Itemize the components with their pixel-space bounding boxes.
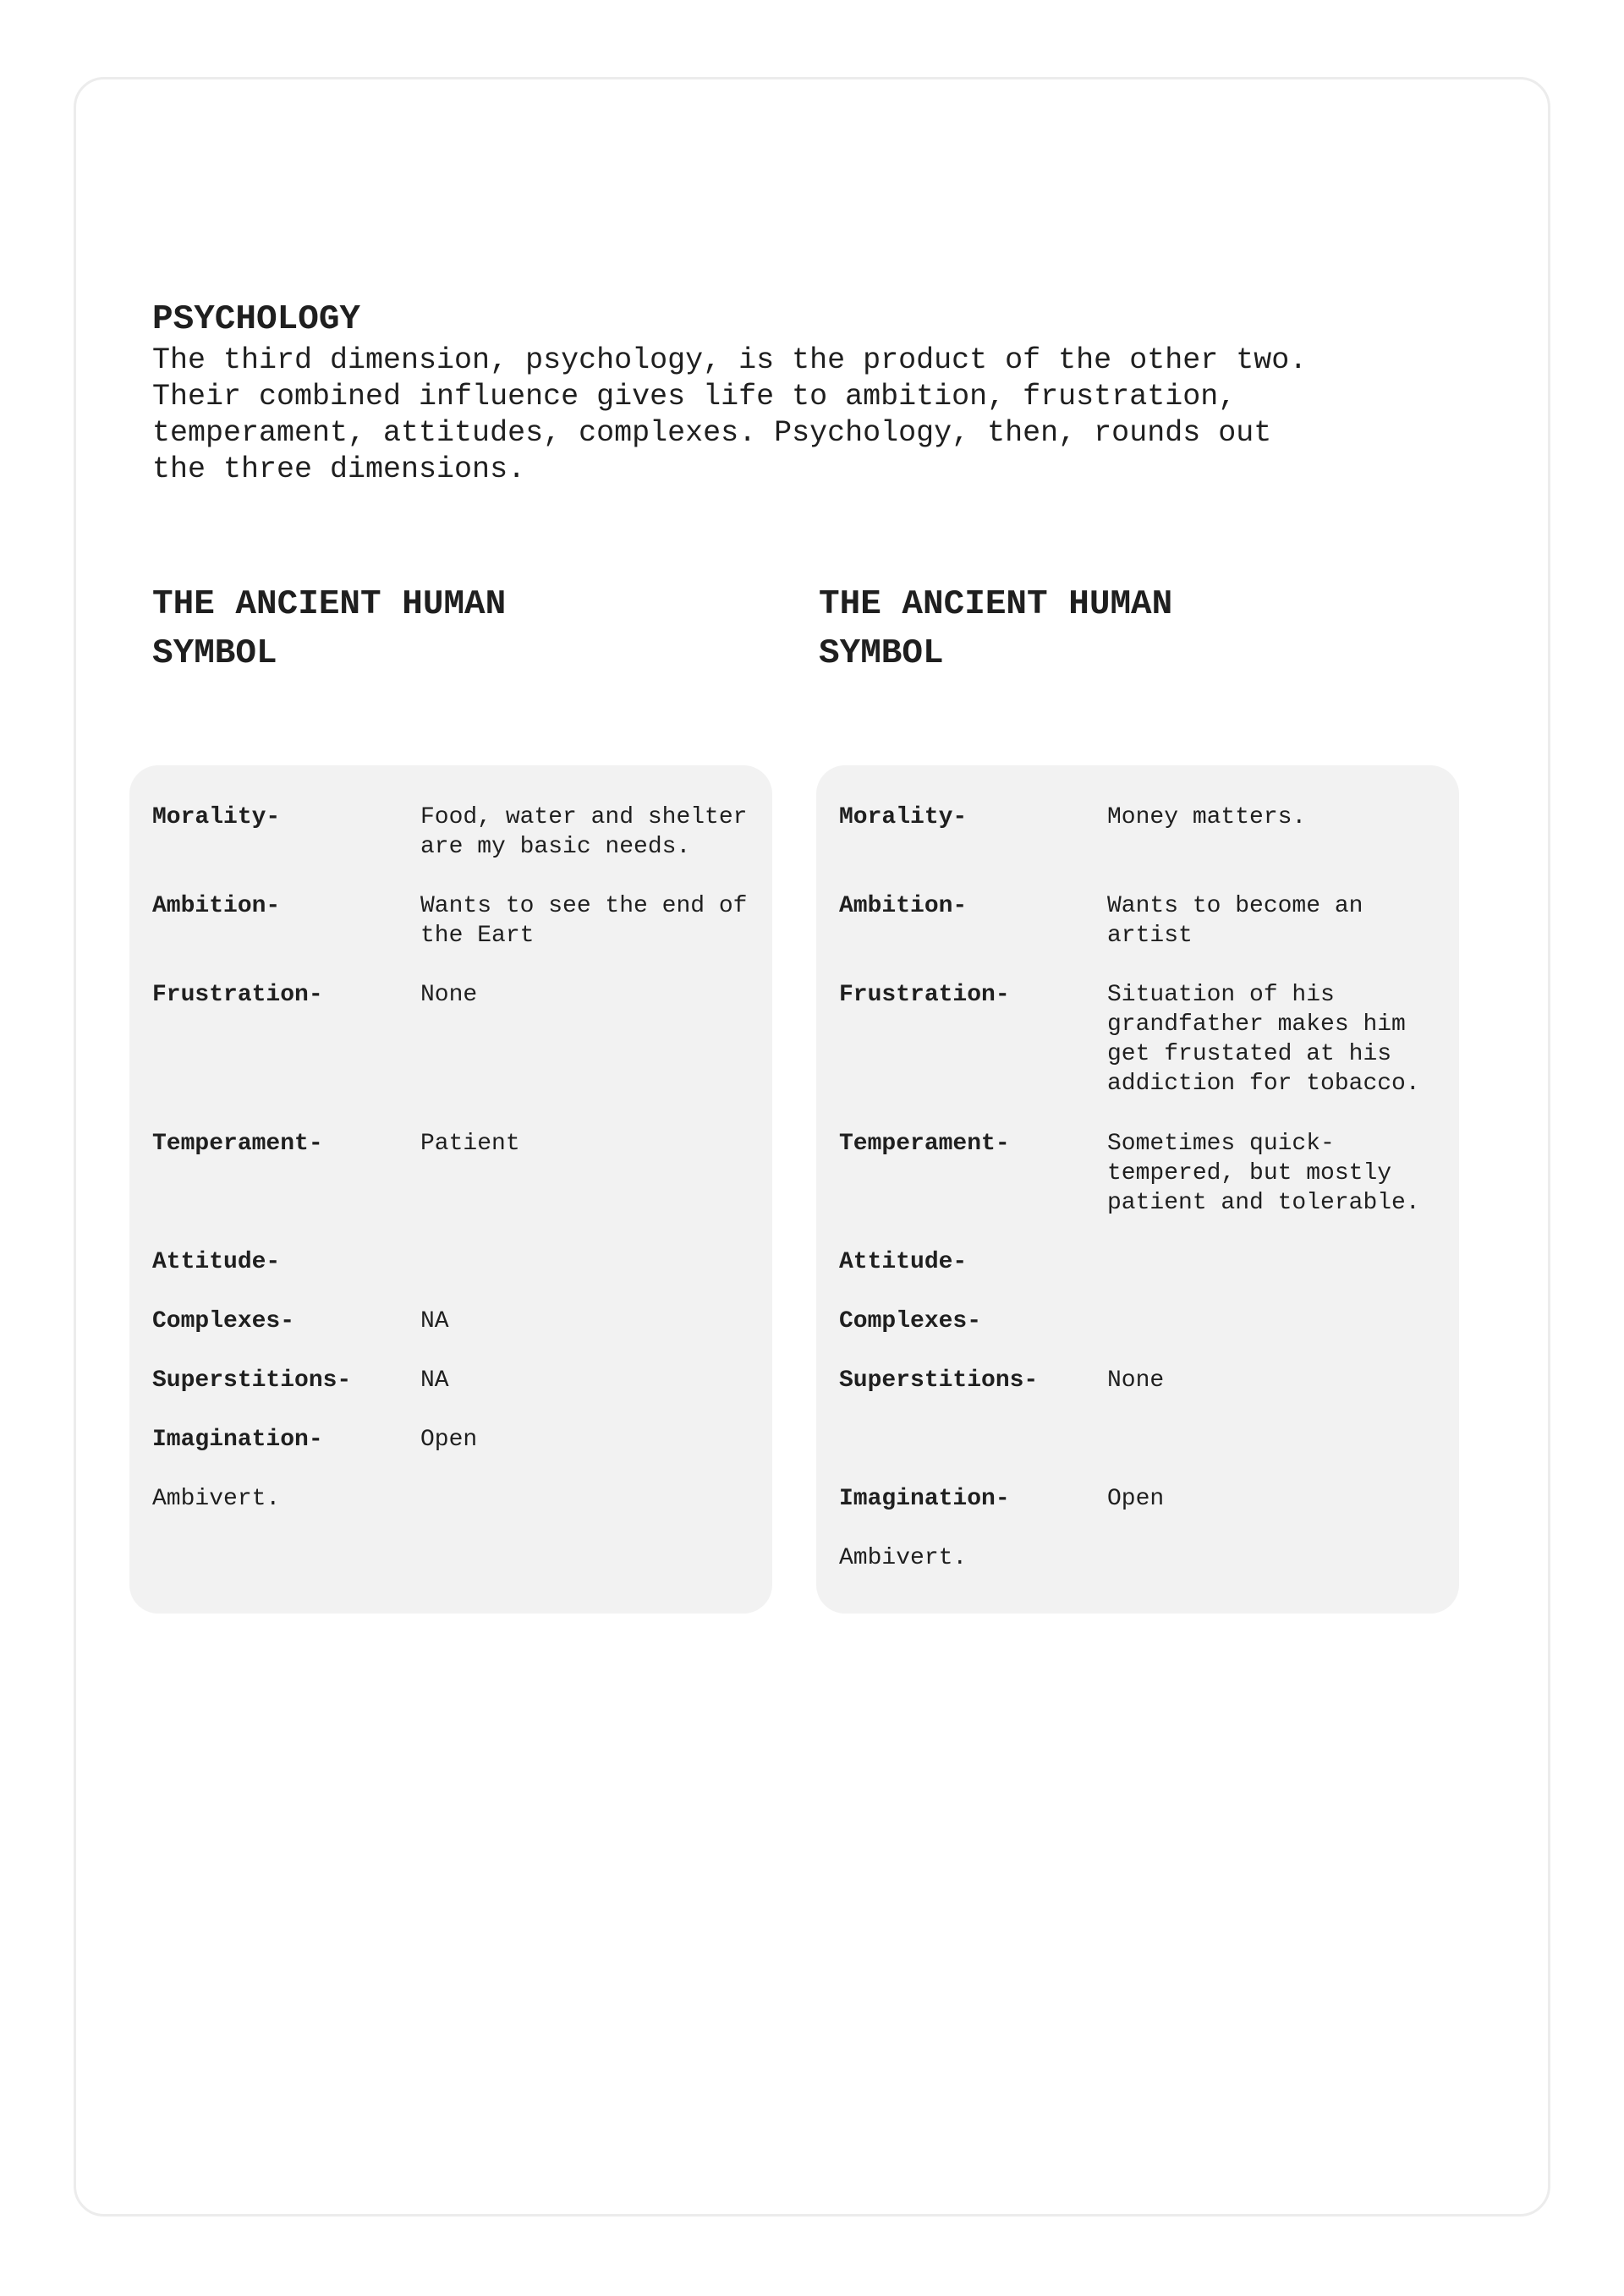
trait-value: None: [1107, 1367, 1165, 1394]
trait-value: None: [420, 982, 478, 1008]
section-heading: PSYCHOLOGY: [152, 300, 361, 339]
trait-value: Sometimes quick- tempered, but mostly patient and tolerable.: [1107, 1131, 1420, 1216]
trait-value: Open: [420, 1427, 478, 1453]
trait-value: Patient: [420, 1131, 520, 1157]
personality-note: Ambivert.: [839, 1545, 968, 1571]
trait-value: Wants to see the end of the Eart: [420, 893, 748, 949]
trait-label: Temperament-: [152, 1131, 323, 1157]
trait-label: Ambition-: [839, 893, 968, 919]
trait-label: Imagination-: [839, 1486, 1010, 1512]
left-trait-card: [129, 765, 772, 1614]
trait-value: Money matters.: [1107, 804, 1307, 830]
right-column-title: THE ANCIENT HUMAN SYMBOL: [819, 585, 1173, 673]
trait-label: Superstitions-: [152, 1367, 352, 1394]
trait-value: Food, water and shelter are my basic needs.: [420, 804, 748, 860]
trait-label: Ambition-: [152, 893, 281, 919]
trait-label: Morality-: [152, 804, 281, 830]
trait-value: NA: [420, 1308, 449, 1334]
trait-label: Temperament-: [839, 1131, 1010, 1157]
left-column-title: THE ANCIENT HUMAN SYMBOL: [152, 585, 507, 673]
trait-label: Superstitions-: [839, 1367, 1039, 1394]
trait-label: Morality-: [839, 804, 968, 830]
trait-label: Frustration-: [152, 982, 323, 1008]
trait-label: Complexes-: [839, 1308, 982, 1334]
trait-value: Wants to become an artist: [1107, 893, 1363, 949]
trait-value: Open: [1107, 1486, 1165, 1512]
personality-note: Ambivert.: [152, 1486, 281, 1512]
trait-label: Complexes-: [152, 1308, 295, 1334]
intro-paragraph: The third dimension, psychology, is the product of the other two. Their combined influence gives life to ambition, frustration, temperament, attitudes, complexes. Psychology, then, rounds out the three dimensions.: [152, 343, 1308, 486]
right-trait-card: [816, 765, 1459, 1614]
trait-label: Attitude-: [152, 1249, 281, 1275]
trait-value: Situation of his grandfather makes him get frustated at his addiction for tobacco.: [1107, 982, 1420, 1097]
trait-label: Attitude-: [839, 1249, 968, 1275]
trait-label: Imagination-: [152, 1427, 323, 1453]
trait-value: NA: [420, 1367, 449, 1394]
trait-label: Frustration-: [839, 982, 1010, 1008]
